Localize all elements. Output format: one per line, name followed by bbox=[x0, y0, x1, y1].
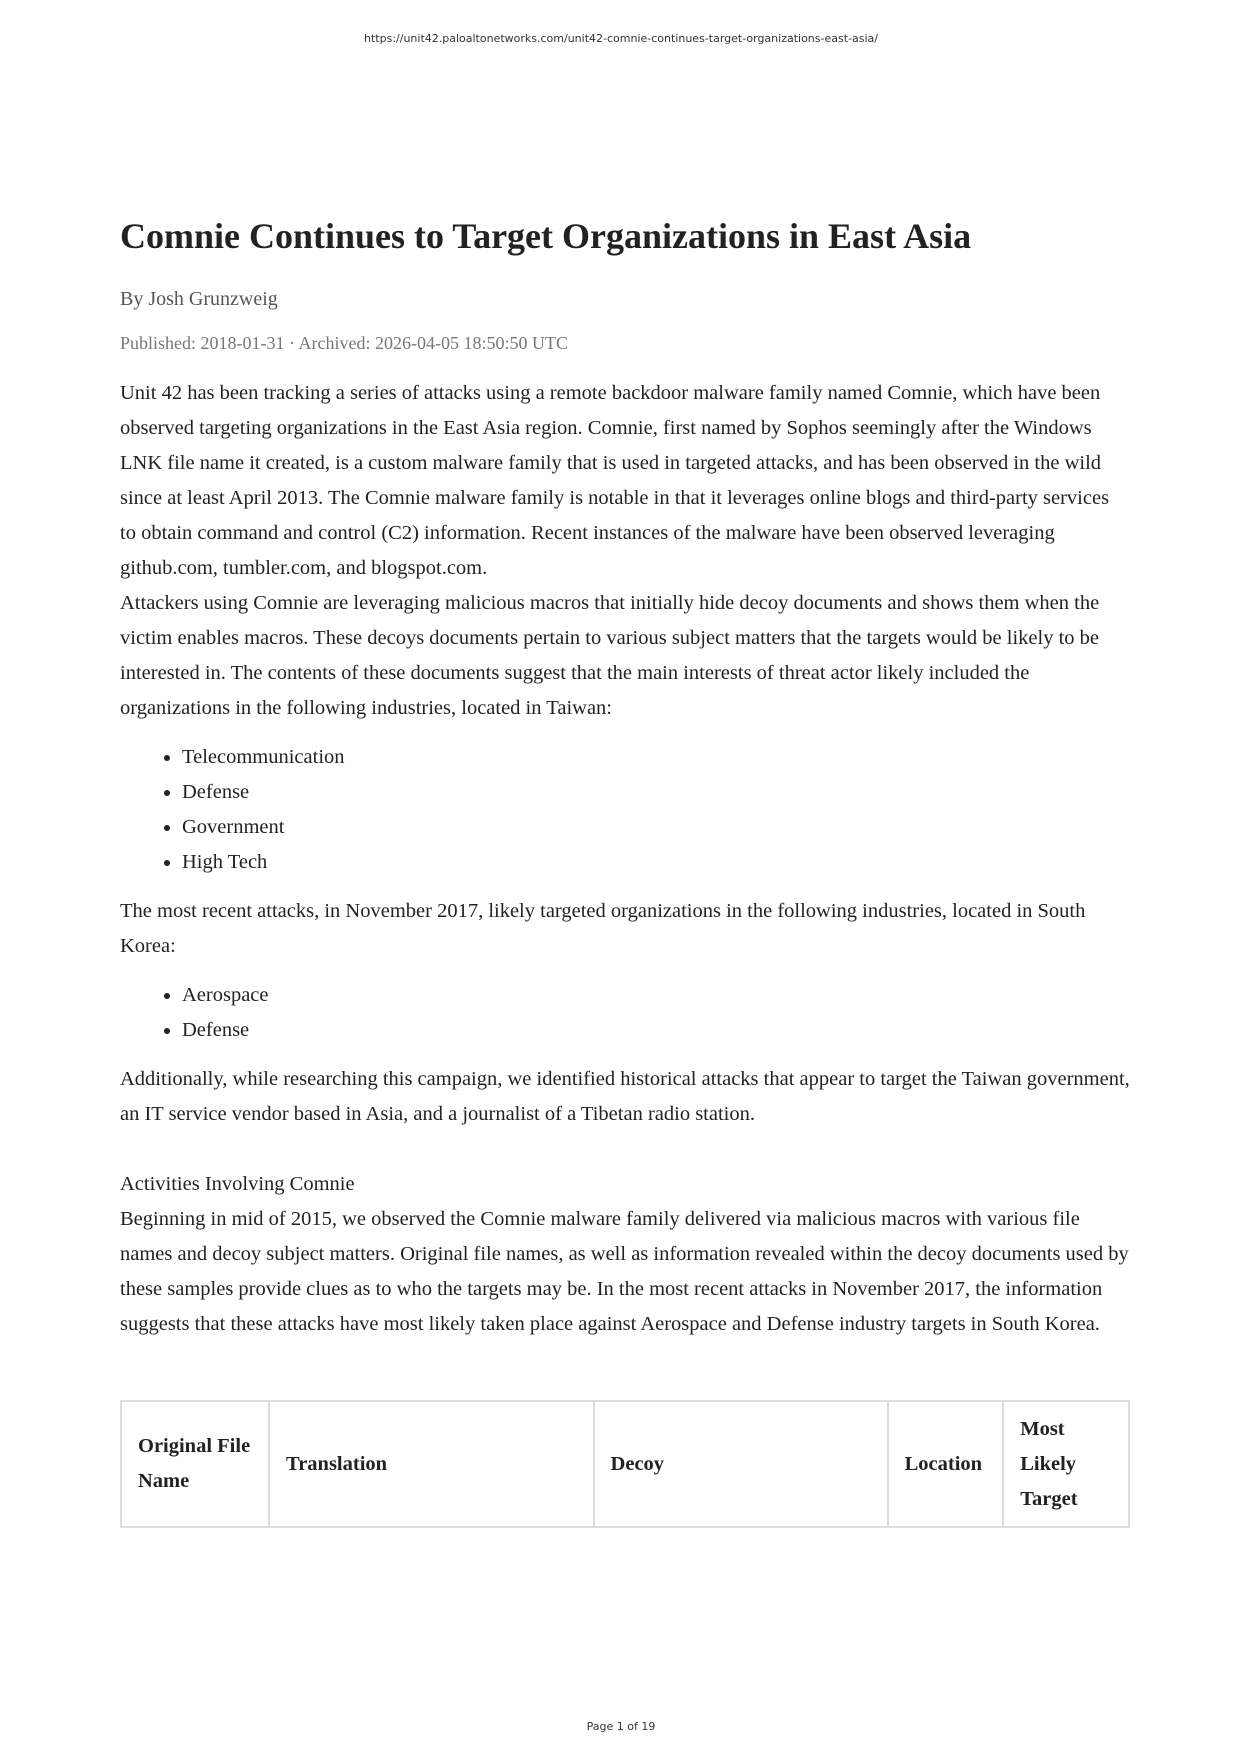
paragraph-intro: Unit 42 has been tracking a series of attacks using a remote backdoor malware family named Comnie, which have been observed targeting organizations in the East Asia region. Comnie, first named by Sophos seemingly after the Windows LNK file name it created, is a custom malware family that is used in targeted attacks, and has been observed in the wild since at least April 2013. The Comnie malware family is notable in that it leverages online blogs and third-party services to obtain command and control (C2) information. Recent instances of the malware have been observed leveraging github.com, tumbler.com, and blogspot.com. bbox=[120, 382, 1110, 579]
page-url: https://unit42.paloaltonetworks.com/unit42-comnie-continues-target-organizations-east-asia/ bbox=[364, 32, 878, 45]
article bbox=[120, 210, 1130, 1528]
column-header-most-likely-target: Most Likely Target bbox=[1003, 1401, 1129, 1527]
list-item: • Defense bbox=[182, 1013, 1130, 1048]
list-item: • High Tech bbox=[182, 845, 1130, 880]
article-title: Comnie Continues to Target Organizations in East Asia bbox=[120, 216, 972, 256]
table-header-row bbox=[121, 1401, 1129, 1527]
page-number: Page 1 of 19 bbox=[586, 1720, 656, 1733]
paragraph-activities: Beginning in mid of 2015, we observed the Comnie malware family delivered via malicious macros with various file names and decoy subject matters. Original file names, as well as information revealed within the decoy documents used by these samples provide clues as to who the targets may be. In the most recent attacks in November 2017, the information suggests that these attacks have most likely taken place against Aerospace and Defense industry targets in South Korea. bbox=[120, 1208, 1129, 1335]
section-title: Activities Involving Comnie bbox=[120, 1173, 355, 1195]
korea-industry-list bbox=[120, 978, 1130, 1048]
column-header-location: Location bbox=[888, 1401, 1004, 1527]
paragraph-historical: Additionally, while researching this campaign, we identified historical attacks that appear to target the Taiwan government, an IT service vendor based in Asia, and a journalist of a Tibetan radio station. bbox=[120, 1068, 1130, 1125]
list-item: • Government bbox=[182, 810, 1130, 845]
paragraph-decoys: Attackers using Comnie are leveraging malicious macros that initially hide decoy documents and shows them when the victim enables macros. These decoys documents pertain to various subject matters that the targets would be likely to be interested in. The contents of these documents suggest that the main interests of threat actor likely included the organizations in the following industries, located in Taiwan: bbox=[120, 592, 1100, 719]
byline: By Josh Grunzweig bbox=[120, 288, 278, 310]
publish-meta: Published: 2018-01-31 · Archived: 2026-04-05 18:50:50 UTC bbox=[120, 333, 568, 353]
list-item: • Aerospace bbox=[182, 978, 1130, 1013]
decoy-table bbox=[120, 1400, 1130, 1528]
column-header-original-file-name: Original File Name bbox=[121, 1401, 269, 1527]
column-header-translation: Translation bbox=[269, 1401, 594, 1527]
paragraph-recent-attacks: The most recent attacks, in November 2017, likely targeted organizations in the following industries, located in South Korea: bbox=[120, 900, 1086, 957]
list-item: • Telecommunication bbox=[182, 740, 1130, 775]
list-item: • Defense bbox=[182, 775, 1130, 810]
taiwan-industry-list bbox=[120, 740, 1130, 880]
column-header-decoy: Decoy bbox=[594, 1401, 888, 1527]
